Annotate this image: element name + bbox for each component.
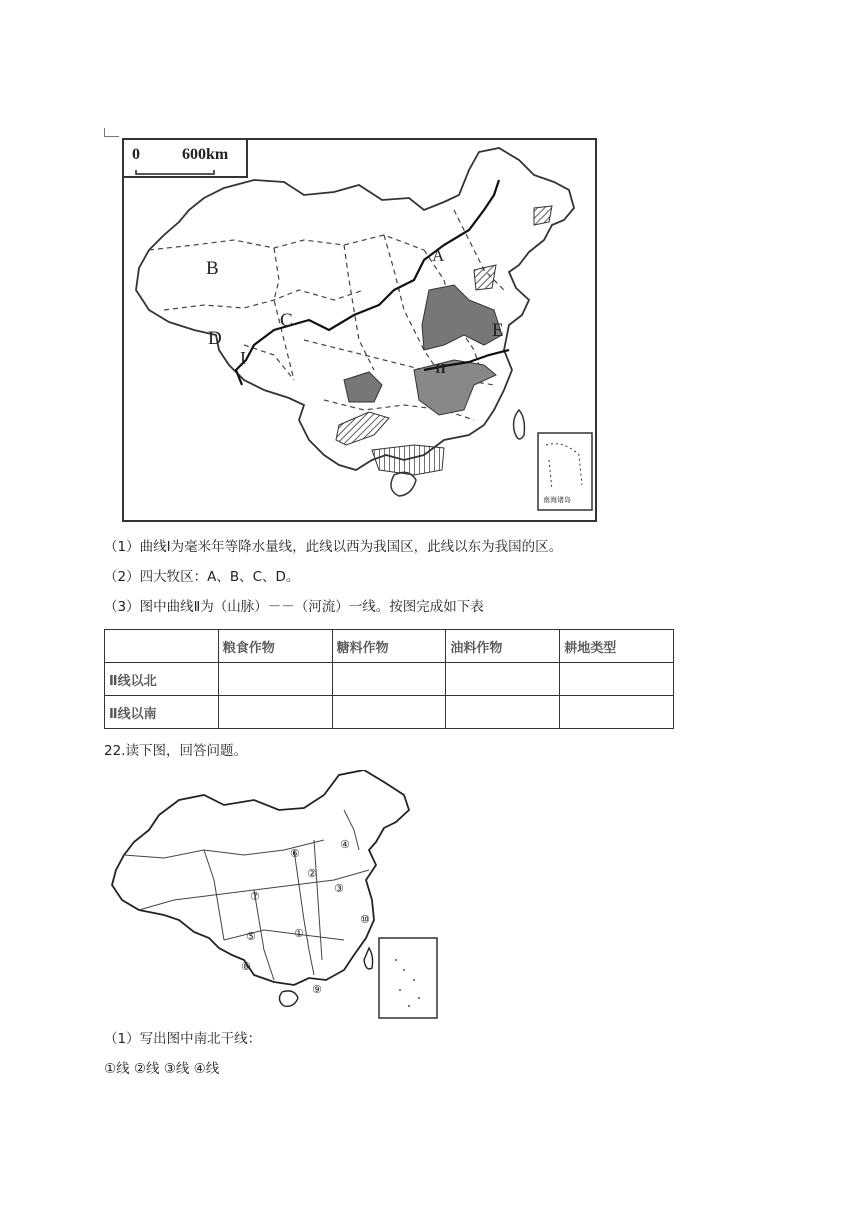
marker-9: ⑨ [312,983,322,996]
hebei-region [474,265,496,290]
marker-3: ③ [334,882,344,895]
marker-10: ⑩ [360,913,370,926]
question-22-title: 22.读下图，回答问题。 [104,743,247,759]
table-row [105,696,674,729]
marker-5: ⑤ [246,930,256,943]
table-row-label: Ⅱ线以北 [105,663,219,696]
hainan-island [391,472,416,496]
table-cell[interactable] [332,663,446,696]
country-outline [112,770,409,985]
railway-map [104,770,439,1020]
table-row [105,663,674,696]
marker-6: ⑥ [290,847,300,860]
question-21-part-2: （2）四大牧区：A、B、C、D。 [104,569,300,585]
question-21-part-3: （3）图中曲线Ⅱ为（山脉）－－（河流）一线。按图完成如下表 [104,599,484,615]
map1-drawing [124,140,599,524]
label-c: C [280,310,293,331]
page-corner-mark [104,128,119,137]
label-d: D [208,328,222,349]
map2-internal-lines [124,810,369,980]
taiwan-island [514,410,525,439]
table-header-cell: 油料作物 [446,630,560,663]
table-header-cell: 粮食作物 [218,630,332,663]
middle-lower-yangtze-region [414,360,496,415]
table-header-cell: 糖料作物 [332,630,446,663]
question-21-part-1: （1）曲线Ⅰ为毫米年等降水量线，此线以西为我国区，此线以东为我国的区。 [104,539,563,555]
label-b: B [206,258,219,279]
crop-comparison-table [104,629,674,729]
table-cell[interactable] [446,696,560,729]
marker-7: ⑦ [250,890,260,903]
label-curve-2: II [435,362,446,377]
marker-8: ⑧ [241,960,251,973]
table-cell[interactable] [218,663,332,696]
scale-distance: 600km [182,146,229,163]
table-cell[interactable] [446,663,560,696]
curve-1 [236,180,499,385]
map2-drawing [104,770,439,1020]
inset-label: 南海诸岛 [543,496,571,504]
table-cell[interactable] [560,663,674,696]
northeast-plain-region [534,206,552,225]
marker-1: ① [294,927,304,940]
table-row-label: Ⅱ线以南 [105,696,219,729]
north-china-plain-region [422,285,502,350]
table-header-row [105,630,674,663]
question-22-answer-line: ①线 ②线 ③线 ④线 [104,1061,220,1077]
label-a: A [432,246,445,265]
table-header-cell: 耕地类型 [560,630,674,663]
marker-4: ④ [340,838,350,851]
scale-zero: 0 [132,146,140,163]
label-curve-1: I [240,348,246,368]
table-cell[interactable] [560,696,674,729]
sichuan-basin-region [344,372,382,402]
guangxi-region [336,412,389,445]
map2-hainan-island [279,991,298,1006]
label-e: E [492,320,504,341]
table-cell[interactable] [332,696,446,729]
table-header-cell [105,630,219,663]
china-agriculture-map [122,138,597,522]
question-22-part-1: （1）写出图中南北干线： [104,1031,262,1047]
table-cell[interactable] [218,696,332,729]
south-coast-region [372,445,444,475]
map2-taiwan-island [364,948,373,969]
marker-2: ② [307,867,317,880]
